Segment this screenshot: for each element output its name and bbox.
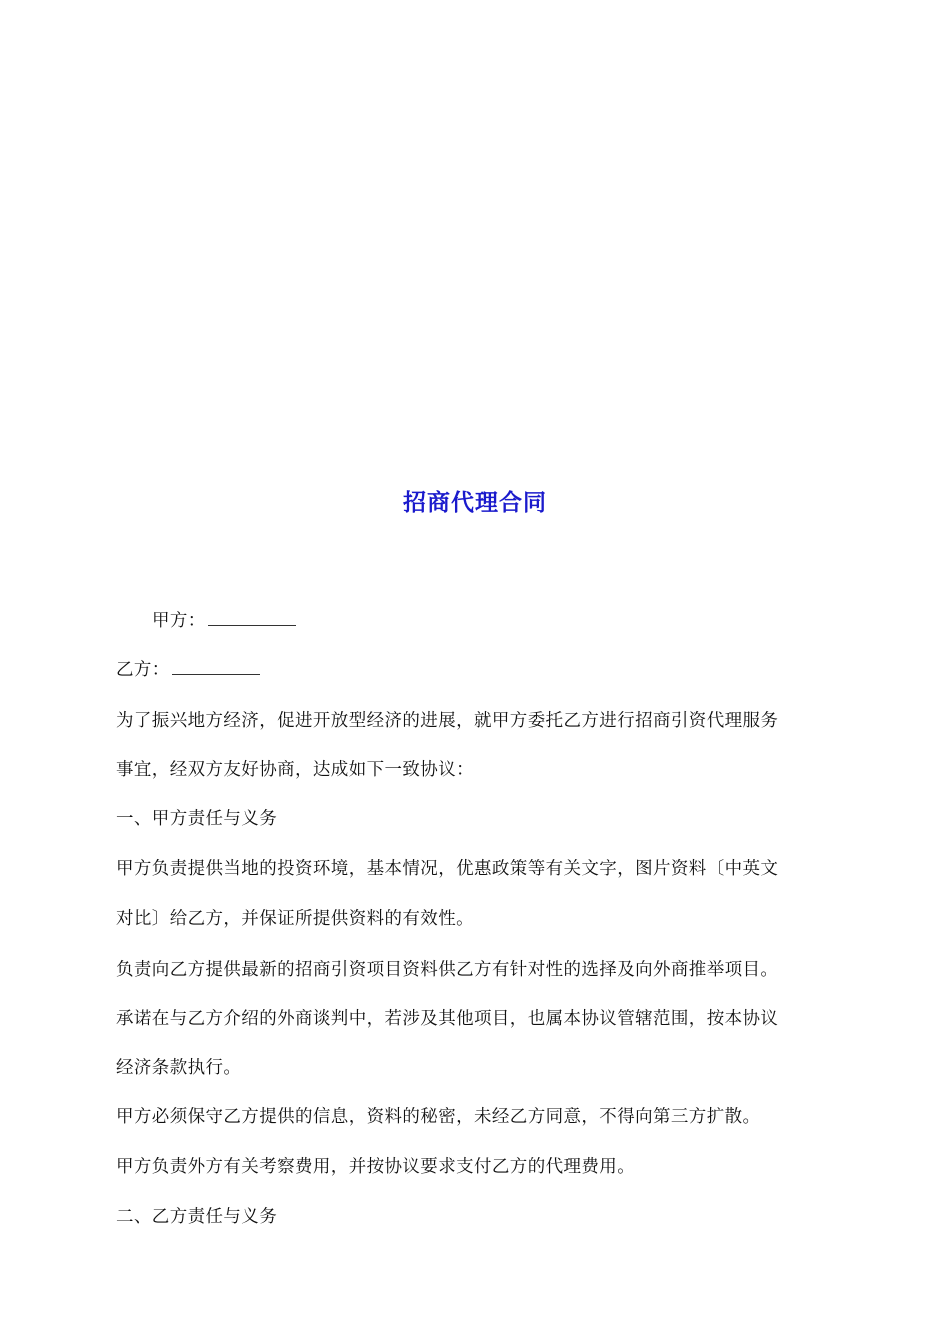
body-line: 为了振兴地方经济，促进开放型经济的进展，就甲方委托乙方进行招商引资代理服务 <box>116 711 779 731</box>
body-line: 对比〕给乙方，并保证所提供资料的有效性。 <box>116 909 474 929</box>
party-b-line <box>116 657 846 683</box>
body-line: 承诺在与乙方介绍的外商谈判中，若涉及其他项目，也属本协议管辖范围，按本协议 <box>116 1009 779 1029</box>
section-heading: 二、乙方责任与义务 <box>116 1207 278 1227</box>
party-a-label: 甲方： <box>152 611 206 631</box>
body-line: 负责向乙方提供最新的招商引资项目资料供乙方有针对性的选择及向外商推举项目。 <box>116 960 779 980</box>
party-b-blank <box>172 660 260 675</box>
party-a-blank <box>208 611 296 626</box>
document-title: 招商代理合同 <box>403 489 547 516</box>
body-line: 甲方负责外方有关考察费用，并按协议要求支付乙方的代理费用。 <box>116 1157 636 1177</box>
body-line: 经济条款执行。 <box>116 1058 242 1078</box>
party-b-label: 乙方： <box>116 660 170 680</box>
body-line: 甲方必须保守乙方提供的信息，资料的秘密，未经乙方同意，不得向第三方扩散。 <box>116 1107 761 1127</box>
body-line: 甲方负责提供当地的投资环境，基本情况，优惠政策等有关文字，图片资料〔中英文 <box>116 859 779 879</box>
section-heading: 一、甲方责任与义务 <box>116 809 278 829</box>
body-line: 事宜，经双方友好协商，达成如下一致协议： <box>116 760 474 780</box>
party-a-line <box>152 608 882 634</box>
